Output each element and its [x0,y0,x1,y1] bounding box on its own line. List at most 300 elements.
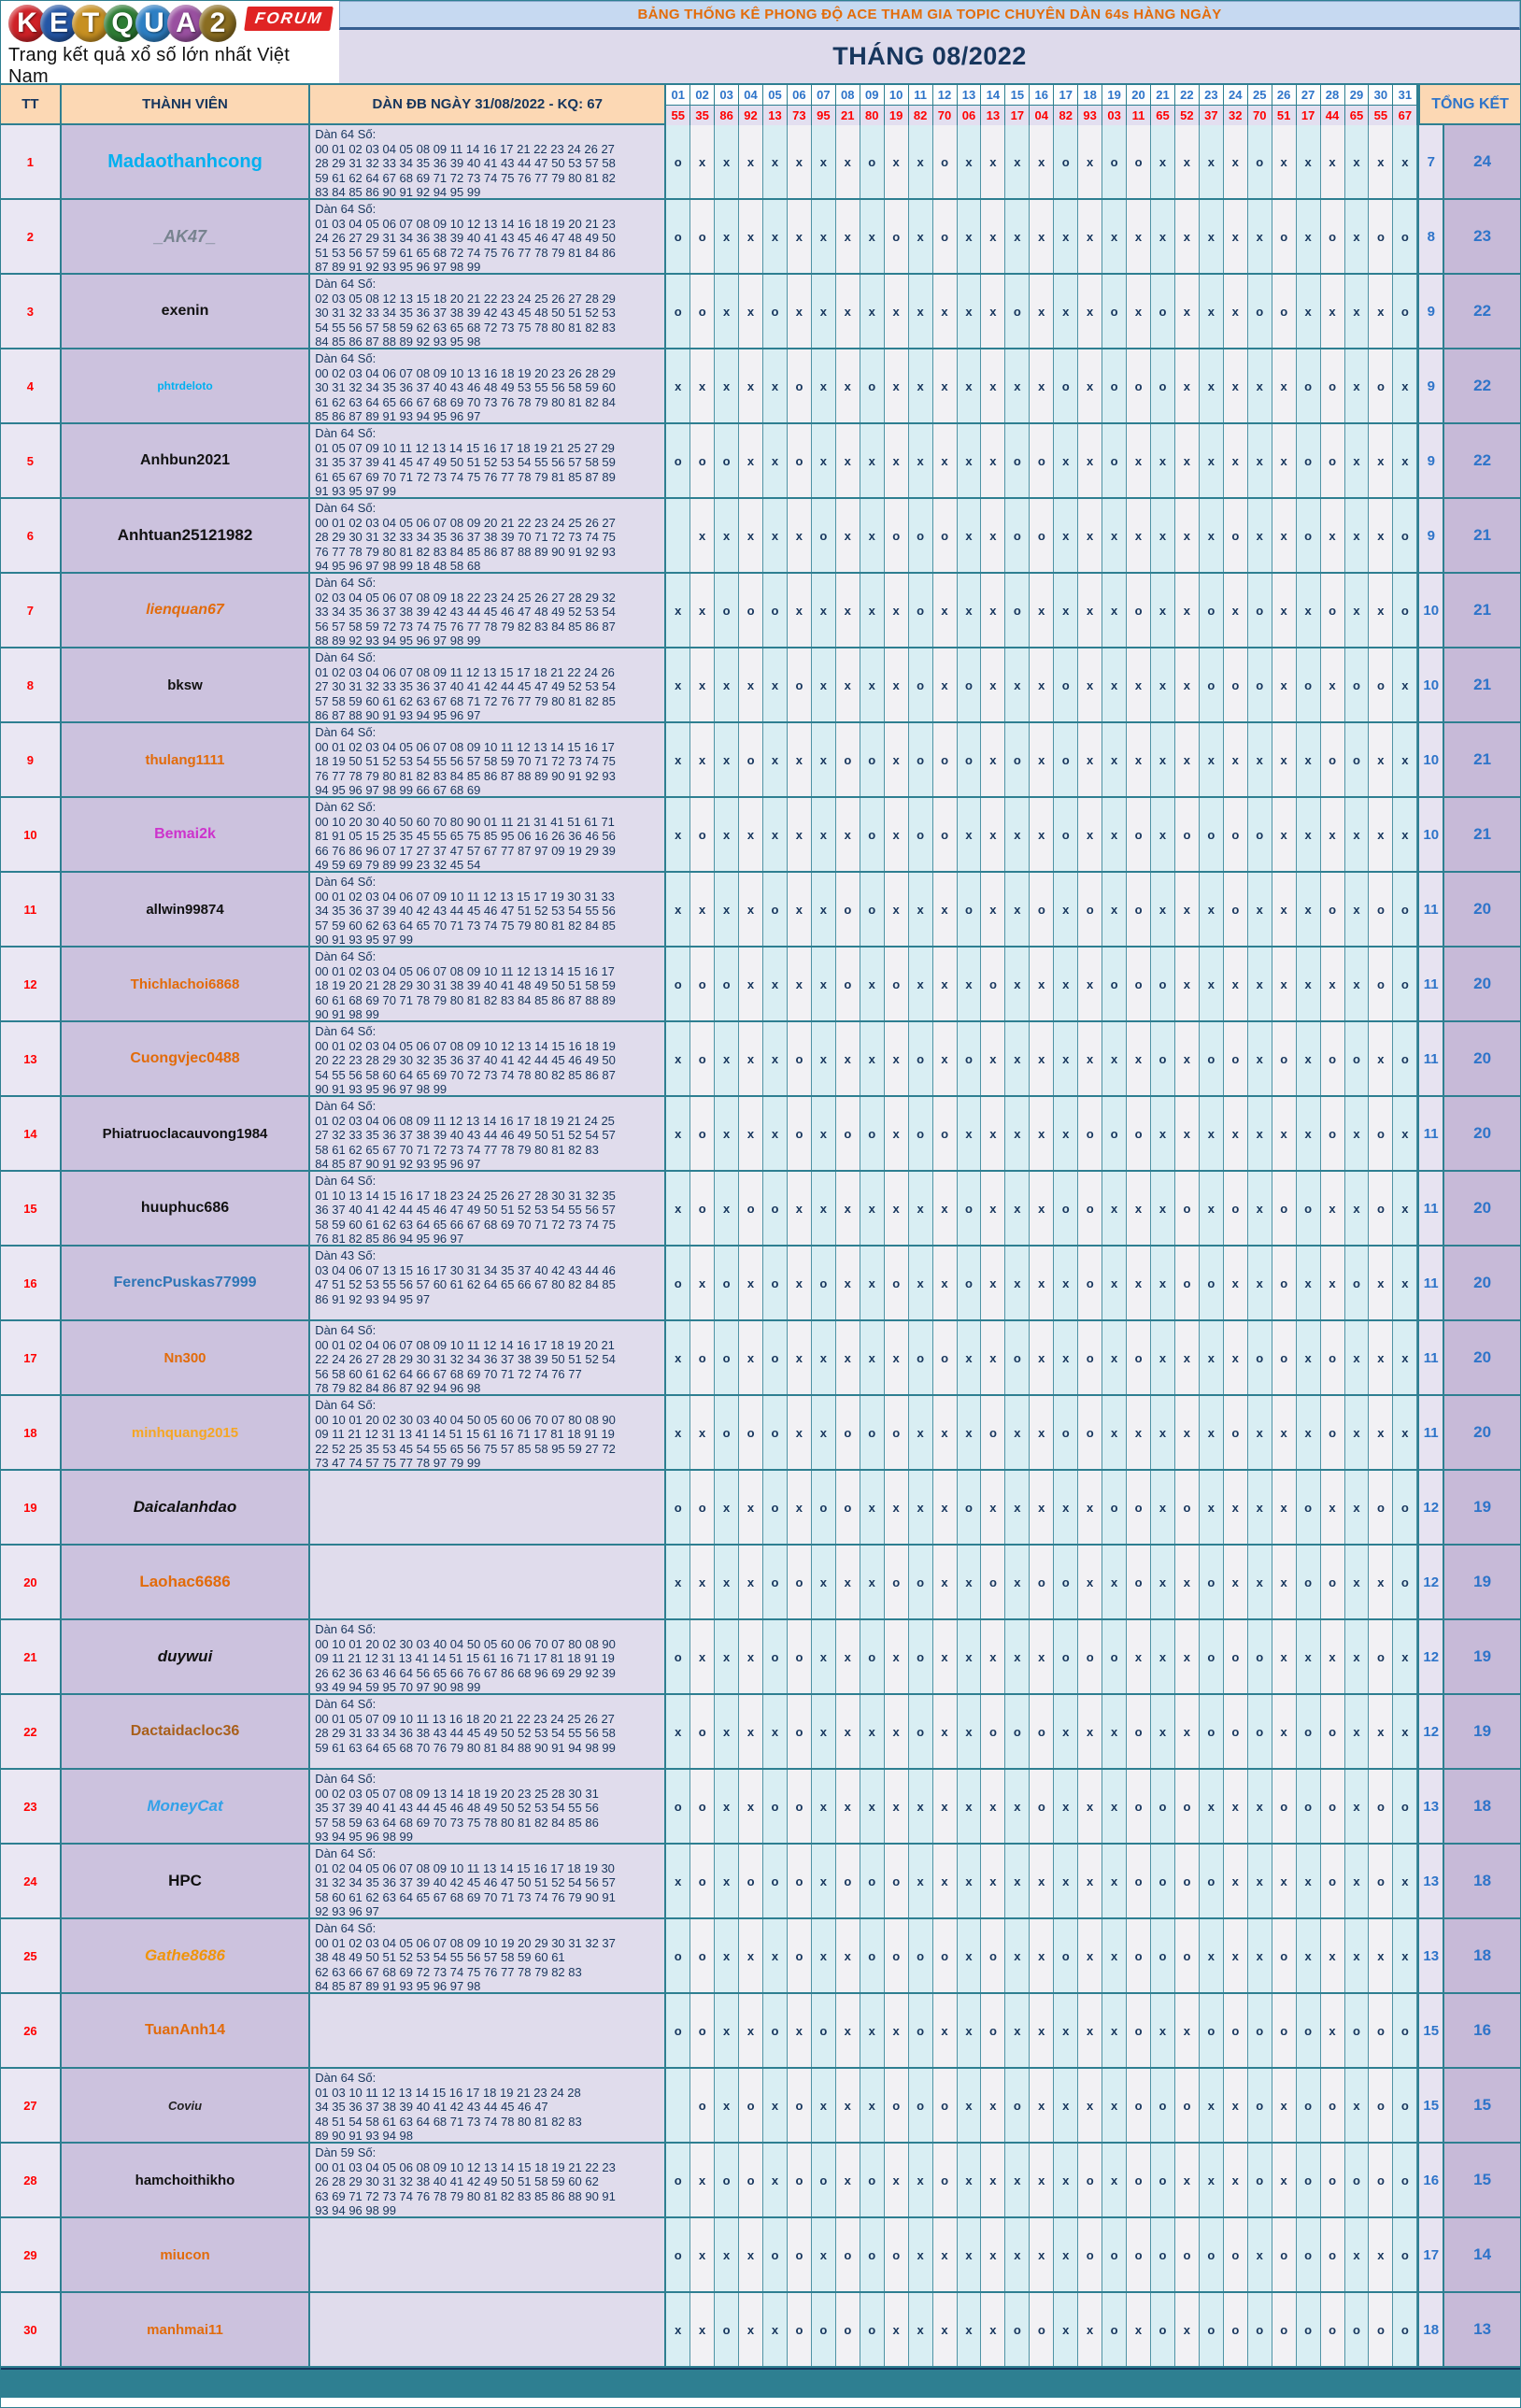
member-name-link[interactable]: hamchoithikho [135,2172,235,2188]
dan-line: 09 11 21 12 31 13 41 14 51 15 61 16 71 17 81 18 91 19 [315,1651,615,1665]
day-mark-cell: x [860,1172,885,1245]
total-count: 14 [1443,2218,1520,2291]
day-mark-cell: x [1175,723,1200,796]
day-mark-cell: o [1272,1770,1297,1843]
day-header-cell: 21 [1151,85,1175,105]
day-mark-cell: x [1345,1620,1370,1693]
day-mark-cell: x [763,1022,788,1095]
member-name-link[interactable]: allwin99874 [146,901,224,918]
day-mark-cell: x [1078,200,1102,273]
day-mark-cell: o [763,1994,788,2067]
day-mark-cell: o [860,1097,885,1170]
day-mark-cell: x [1272,125,1297,198]
day-mark-cell: x [1200,424,1224,497]
day-mark-cell: x [1345,1695,1370,1768]
day-header-cell: 22 [1175,85,1200,105]
forum-badge: FORUM [244,7,334,31]
day-mark-cell: o [1102,125,1127,198]
day-mark-cell: o [1102,349,1127,422]
day-mark-cell: x [1030,1396,1054,1469]
day-mark-cell: o [933,125,958,198]
dan-title: Dàn 64 Số: [315,1174,377,1188]
daily-marks [664,948,1417,1020]
day-mark-cell: o [1297,1994,1321,2067]
day-mark-cell: x [690,1620,715,1693]
col-header-tt: TT [1,85,60,125]
day-mark-cell: x [1297,798,1321,871]
day-mark-cell: x [666,1396,690,1469]
day-header-cell: 23 [1200,85,1224,105]
day-mark-cell: x [1005,1770,1030,1843]
miss-count: 15 [1417,1994,1443,2067]
day-mark-cell: o [1127,873,1151,946]
row-number: 30 [1,2293,60,2366]
member-cell [60,125,308,198]
day-mark-cell: x [690,349,715,422]
day-mark-cell: x [1127,723,1151,796]
day-mark-cell: x [812,2218,836,2291]
day-mark-cell: o [1345,1022,1370,1095]
day-results-row [666,105,1417,125]
dan-line: 86 91 92 93 94 95 97 [315,1291,431,1306]
day-mark-cell: x [1224,1097,1248,1170]
day-mark-cell: o [909,1546,933,1618]
day-mark-cell: x [1272,2144,1297,2216]
day-mark-cell: x [909,1770,933,1843]
row-number: 28 [1,2144,60,2216]
day-result-cell: 35 [690,106,715,125]
day-mark-cell: x [1175,349,1200,422]
day-mark-cell: o [812,499,836,572]
member-name-link[interactable]: exenin [161,303,209,319]
day-mark-cell: x [1248,1172,1272,1245]
day-mark-cell: x [909,1396,933,1469]
day-mark-cell: o [1248,574,1272,647]
day-result-cell: 93 [1078,106,1102,125]
day-mark-cell: o [836,873,860,946]
member-name-link[interactable]: Nn300 [163,1349,206,1366]
total-count: 21 [1443,499,1520,572]
day-mark-cell: o [909,2069,933,2142]
ketqua2-logo-icon [8,5,231,42]
day-mark-cell: o [885,499,909,572]
dan-line: 18 19 20 21 28 29 30 31 38 39 40 41 48 49 50 51 58 59 [315,978,616,992]
day-mark-cell: x [1175,574,1200,647]
day-mark-cell: x [666,1022,690,1095]
day-mark-cell: o [1393,2218,1417,2291]
row-number: 8 [1,648,60,721]
day-mark-cell: x [958,1321,982,1394]
day-mark-cell: o [1175,1247,1200,1319]
day-mark-cell: o [690,948,715,1020]
day-mark-cell: x [1078,275,1102,348]
day-result-cell: 73 [788,106,812,125]
miss-count: 10 [1417,574,1443,647]
member-name-link[interactable]: Phiatruoclacauvong1984 [102,1125,268,1142]
day-mark-cell: x [812,1321,836,1394]
day-mark-cell: x [1369,1695,1393,1768]
day-mark-cell: x [1297,1022,1321,1095]
day-mark-cell: x [1345,1321,1370,1394]
member-name-link[interactable]: MoneyCat [147,1797,223,1815]
day-mark-cell: o [1127,798,1151,871]
dan-line: 84 85 87 90 91 92 93 95 96 97 [315,1157,481,1170]
day-mark-cell: x [812,1097,836,1170]
day-mark-cell: x [739,1471,763,1544]
member-name-link[interactable]: _AK47_ [153,226,217,246]
row-number: 14 [1,1097,60,1170]
day-mark-cell: x [1078,1845,1102,1917]
day-mark-cell: x [1078,1471,1102,1544]
day-mark-cell: x [836,798,860,871]
member-name-link[interactable]: minhquang2015 [131,1424,239,1441]
day-mark-cell: x [958,1919,982,1992]
dan-line: 00 10 01 20 02 30 03 40 04 50 05 60 06 70 07 80 08 90 [315,1636,616,1651]
member-row [1,349,1520,424]
day-mark-cell: x [1248,1845,1272,1917]
day-mark-cell: o [690,1321,715,1394]
member-cell [60,1247,308,1319]
day-mark-cell: x [836,499,860,572]
member-name-link[interactable]: duywui [157,1647,213,1665]
daily-marks [664,200,1417,273]
day-mark-cell: x [739,1247,763,1319]
day-mark-cell: o [812,2293,836,2366]
day-mark-cell: o [1054,349,1078,422]
day-mark-cell: x [1345,1770,1370,1843]
member-name-link[interactable]: Dactaidacloc36 [130,1723,240,1739]
day-mark-cell: x [1054,574,1078,647]
day-mark-cell: o [1175,1919,1200,1992]
day-mark-cell: x [1200,2069,1224,2142]
day-mark-cell: o [1369,349,1393,422]
day-mark-cell: x [958,2218,982,2291]
day-mark-cell: o [860,2293,885,2366]
day-mark-cell: o [1369,1471,1393,1544]
day-mark-cell: x [1054,1770,1078,1843]
day-mark-cell: o [690,1022,715,1095]
miss-count: 13 [1417,1919,1443,1992]
member-row [1,1695,1520,1770]
day-mark-cell: x [909,349,933,422]
day-mark-cell: o [1248,1321,1272,1394]
day-mark-cell: x [739,1770,763,1843]
dan-line: 00 01 03 04 05 06 08 09 10 12 13 14 15 18 19 21 22 23 [315,2159,616,2174]
dan-numbers [308,2069,664,2142]
dan-line: 84 85 87 89 91 93 95 96 97 98 [315,1979,481,1992]
day-mark-cell: x [1272,948,1297,1020]
dan-line: 94 95 96 97 98 99 66 67 68 69 [315,783,481,796]
member-name-link[interactable]: bksw [167,677,203,693]
day-mark-cell: o [1102,948,1127,1020]
daily-marks [664,873,1417,946]
day-mark-cell: o [981,1994,1005,2067]
member-name-link[interactable]: huuphuc686 [140,1200,230,1216]
day-mark-cell: x [1369,1247,1393,1319]
dan-line: 83 84 85 86 90 91 92 94 95 99 [315,185,481,198]
dan-line: 93 49 94 59 95 70 97 90 98 99 [315,1680,481,1693]
day-mark-cell: x [1345,873,1370,946]
day-mark-cell: o [1005,275,1030,348]
member-name-link[interactable]: Gathe8686 [145,1946,226,1964]
member-name-link[interactable]: manhmai11 [147,2321,223,2338]
day-mark-cell: o [1321,873,1345,946]
day-mark-cell: x [885,424,909,497]
day-header-cell: 17 [1054,85,1078,105]
day-mark-cell: x [715,2069,739,2142]
total-count: 21 [1443,798,1520,871]
day-header-cell: 14 [981,85,1005,105]
day-header-cell: 25 [1248,85,1272,105]
miss-count: 16 [1417,2144,1443,2216]
dan-line: 20 22 23 28 29 30 32 35 36 37 40 41 42 44 45 46 49 50 [315,1053,616,1067]
day-mark-cell: x [788,1321,812,1394]
member-name-link[interactable]: TuanAnh14 [145,2022,225,2038]
dan-title: Dàn 59 Số: [315,2145,377,2159]
dan-numbers [308,1396,664,1469]
day-mark-cell: o [666,275,690,348]
day-mark-cell: x [1030,1097,1054,1170]
day-mark-cell: o [1224,1994,1248,2067]
day-mark-cell: x [812,275,836,348]
day-mark-cell: x [981,1247,1005,1319]
member-name-link[interactable]: Coviu [167,2098,203,2113]
day-mark-cell: x [1224,1247,1248,1319]
day-mark-cell: x [1200,1471,1224,1544]
day-mark-cell: x [1248,2218,1272,2291]
day-mark-cell: o [690,1845,715,1917]
dan-title: Dàn 64 Số: [315,576,377,590]
day-mark-cell: o [909,1321,933,1394]
day-mark-cell: o [958,873,982,946]
day-mark-cell: o [788,1919,812,1992]
member-row [1,948,1520,1022]
member-name-link[interactable]: FerencPuskas77999 [113,1275,257,1290]
day-mark-cell: x [1102,1022,1127,1095]
day-mark-cell: o [1297,1546,1321,1618]
day-header-cell: 03 [715,85,739,105]
day-mark-cell: x [812,125,836,198]
dan-title: Dàn 64 Số: [315,949,377,963]
dan-line: 87 89 91 92 93 95 96 97 98 99 [315,260,481,273]
day-mark-cell: x [1272,1396,1297,1469]
day-mark-cell: x [1175,1695,1200,1768]
day-mark-cell: x [958,574,982,647]
day-mark-cell: x [1030,798,1054,871]
day-mark-cell: o [1175,1471,1200,1544]
dan-line: 00 01 02 03 04 05 06 07 08 09 10 11 12 13 14 15 16 17 [315,739,615,754]
day-mark-cell: o [836,948,860,1020]
day-mark-cell: x [1030,125,1054,198]
member-name-link[interactable]: Bemai2k [154,826,216,842]
day-mark-cell: x [885,349,909,422]
col-header-dan: DÀN ĐB NGÀY 31/08/2022 - KQ: 67 [308,85,664,125]
day-header-cell: 13 [958,85,982,105]
member-name-link[interactable]: Laohac6686 [139,1573,231,1590]
day-mark-cell: o [1248,648,1272,721]
day-mark-cell: x [1393,1247,1417,1319]
day-header-cell: 07 [812,85,836,105]
day-mark-cell: x [1393,648,1417,721]
member-name-link[interactable]: lienquan67 [146,602,224,618]
day-mark-cell: x [1102,723,1127,796]
day-mark-cell: o [1321,2218,1345,2291]
dan-line: 03 04 06 07 13 15 16 17 30 31 34 35 37 40 42 43 44 46 [315,1262,616,1277]
dan-numbers [308,723,664,796]
day-mark-cell: o [1005,723,1030,796]
day-mark-cell: x [788,1471,812,1544]
day-mark-cell: x [739,948,763,1020]
day-mark-cell: x [1078,1919,1102,1992]
day-mark-cell: x [690,125,715,198]
member-cell [60,499,308,572]
dan-line: 18 19 50 51 52 53 54 55 56 57 58 59 70 71 72 73 74 75 [315,754,616,768]
day-mark-cell: x [715,200,739,273]
day-mark-cell: x [885,1620,909,1693]
day-mark-cell: x [739,349,763,422]
day-mark-cell: x [1272,873,1297,946]
row-number: 5 [1,424,60,497]
day-mark-cell: x [1393,1321,1417,1394]
day-mark-cell: x [860,424,885,497]
dan-line: 63 69 71 72 73 74 76 78 79 80 81 82 83 85 86 88 90 91 [315,2188,616,2203]
day-mark-cell: o [1345,2144,1370,2216]
day-mark-cell: o [1151,2293,1175,2366]
member-name-link[interactable]: Cuongvjec0488 [130,1050,240,1066]
day-mark-cell: o [1151,1022,1175,1095]
member-name-link[interactable]: Daicalanhdao [133,1498,237,1516]
day-mark-cell: o [1272,2293,1297,2366]
dan-numbers [308,648,664,721]
day-mark-cell: x [812,1172,836,1245]
dan-title: Dàn 64 Số: [315,1697,377,1711]
day-mark-cell: o [1151,1770,1175,1843]
total-count: 21 [1443,648,1520,721]
day-mark-cell: o [1321,2293,1345,2366]
day-mark-cell: o [1369,1770,1393,1843]
day-mark-cell: x [860,1247,885,1319]
day-mark-cell: o [1054,1919,1078,1992]
day-result-cell: 03 [1102,106,1127,125]
member-name-link[interactable]: phtrdeloto [157,379,213,392]
day-mark-cell: x [836,125,860,198]
day-mark-cell: o [933,1097,958,1170]
day-mark-cell: x [1272,349,1297,422]
member-name-link[interactable]: Thichlachoi6868 [130,976,240,992]
site-logo[interactable] [1,1,339,87]
day-header-cell: 10 [885,85,909,105]
member-cell [60,2144,308,2216]
day-mark-cell: x [1200,1321,1224,1394]
day-mark-cell: x [981,2069,1005,2142]
day-mark-cell: x [1102,648,1127,721]
day-mark-cell: o [1248,1620,1272,1693]
daily-marks [664,2069,1417,2142]
day-mark-cell: o [1102,2293,1127,2366]
day-mark-cell: x [981,499,1005,572]
row-number: 7 [1,574,60,647]
day-mark-cell: x [981,424,1005,497]
member-name-link[interactable]: Anhbun2021 [140,452,231,468]
day-mark-cell: o [885,2069,909,2142]
day-mark-cell: x [1345,1471,1370,1544]
day-mark-cell: o [1054,723,1078,796]
logo-letter: A [167,5,205,42]
member-row [1,2144,1520,2218]
day-mark-cell: x [981,125,1005,198]
day-mark-cell: o [1127,1471,1151,1544]
member-row [1,1620,1520,1695]
day-mark-cell: o [1321,1770,1345,1843]
day-mark-cell: x [739,1546,763,1618]
day-mark-cell: o [1054,798,1078,871]
member-row [1,1396,1520,1471]
day-mark-cell: x [1127,1022,1151,1095]
member-name-link[interactable]: Madaothanhcong [107,150,263,172]
member-name-link[interactable]: HPC [168,1872,202,1889]
day-mark-cell: x [1393,798,1417,871]
day-mark-cell: x [739,1919,763,1992]
dan-title: Dàn 64 Số: [315,1846,377,1860]
member-row [1,125,1520,200]
day-mark-cell: o [1248,2293,1272,2366]
day-mark-cell: x [1054,424,1078,497]
day-mark-cell: o [1200,2293,1224,2366]
day-mark-cell: x [763,2144,788,2216]
day-mark-cell: x [1175,2293,1200,2366]
member-name-link[interactable]: miucon [160,2246,210,2263]
daily-marks [664,1321,1417,1394]
dan-numbers [308,1097,664,1170]
day-mark-cell: o [1127,1546,1151,1618]
day-mark-cell: o [788,349,812,422]
day-mark-cell: x [1272,798,1297,871]
dan-line: 28 29 30 31 32 33 34 35 36 37 38 39 70 71 72 73 74 75 [315,530,616,544]
member-row [1,2218,1520,2293]
day-mark-cell: o [1200,2218,1224,2291]
dan-line: 00 01 02 04 06 07 08 09 10 11 12 14 16 17 18 19 20 21 [315,1337,615,1352]
day-mark-cell: x [958,798,982,871]
day-mark-cell: x [1248,948,1272,1020]
dan-line: 00 10 01 20 02 30 03 40 04 50 05 60 06 70 07 80 08 90 [315,1412,616,1427]
day-mark-cell: o [1078,2218,1102,2291]
day-mark-cell: x [1030,2144,1054,2216]
day-mark-cell: x [1054,873,1078,946]
dan-title: Dàn 64 Số: [315,1772,377,1786]
day-mark-cell: x [1321,1620,1345,1693]
miss-count: 10 [1417,648,1443,721]
day-mark-cell [666,499,690,572]
member-row [1,1919,1520,1994]
member-name-link[interactable]: thulang1111 [145,751,225,768]
day-mark-cell: x [1224,1845,1248,1917]
dan-line: 28 29 31 32 33 34 35 36 39 40 41 43 44 47 50 53 57 58 [315,156,616,170]
dan-line: 01 02 03 04 06 08 09 11 12 13 14 16 17 18 19 21 24 25 [315,1113,615,1128]
day-mark-cell: x [812,349,836,422]
day-mark-cell: o [1127,1321,1151,1394]
miss-count: 12 [1417,1695,1443,1768]
member-name-link[interactable]: Anhtuan25121982 [117,526,253,544]
day-mark-cell: x [763,349,788,422]
miss-count: 15 [1417,2069,1443,2142]
member-cell [60,1321,308,1394]
day-mark-cell: o [1127,1695,1151,1768]
dan-line: 00 01 02 03 04 05 06 07 08 09 10 11 12 13 14 15 16 17 [315,963,615,978]
day-mark-cell: o [885,2218,909,2291]
day-mark-cell: x [715,1620,739,1693]
daily-marks [664,1097,1417,1170]
day-mark-cell: x [1175,1321,1200,1394]
